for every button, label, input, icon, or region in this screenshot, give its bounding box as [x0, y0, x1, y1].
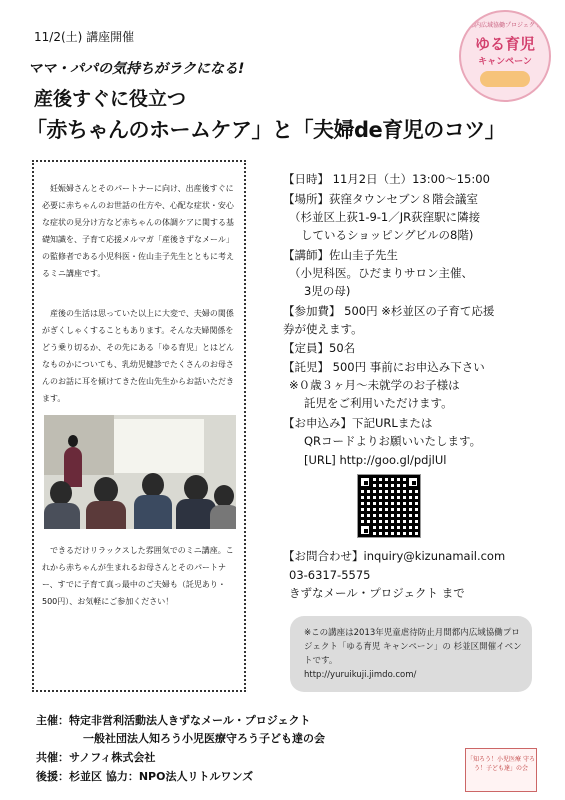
description-para-1: 妊娠婦さんとそのパートナーに向け、出産後すぐに必要に赤ちゃんのお世話の仕方や、心配な症状・安心な症状の見分け方など赤ちゃんの体調ケアに関する基礎知識を、子育て応援メルマガ「産後きずなメール」の監修者である小児科医・佐山圭子先生とともに考えるミニ講座です。 [42, 184, 234, 278]
info-childcare-note-2: 託児をご利用いただけます。 [304, 396, 453, 410]
info-childcare: 【託児】 500円 事前にお申込み下さい [283, 360, 485, 374]
description-para-3: できるだけリラックスした雰囲気でのミニ講座。これから赤ちゃんが生まれるお母さんとそのパートナー、すでに子育て真っ最中のご夫婦も（託児あり・500円）、お気軽にご参加ください！ [42, 546, 234, 606]
info-lecturer-detail-1: （小児科医。ひだまりサロン主催、 [289, 266, 473, 280]
title-line1: 産後すぐに役立つ [34, 88, 187, 110]
info-phone: 03-6317-5575 [289, 568, 371, 582]
tagline: ママ・パパの気持ちがラクになる! [28, 61, 245, 77]
footer-organizer: 主催：特定非営利活動法人きずなメール・プロジェクト [36, 714, 311, 727]
footer-organizer-2: 一般社団法人知ろう小児医療守ろう子ども達の会 [83, 732, 325, 745]
info-apply: 【お申込み】下記URLまたは [283, 416, 433, 430]
info-fee-2: 券が使えます。 [283, 322, 363, 336]
footer-cosponsor: 共催：サノフィ株式会社 [36, 751, 156, 764]
info-place: 【場所】荻窪タウンセブン８階会議室 [283, 192, 479, 206]
lecture-photo [44, 415, 236, 529]
campaign-note [290, 616, 532, 692]
info-org: きずなメール・プロジェクト まで [289, 586, 465, 600]
logo-sub-text: キャンペーン [478, 57, 532, 67]
info-url[interactable]: [URL] http://goo.gl/pdjlUl [304, 453, 447, 467]
logo-top-text: 都内広域協働プロジェクト [469, 22, 541, 29]
qr-code-icon[interactable] [357, 474, 421, 538]
info-place-detail-1: （杉並区上荻1-9-1／JR荻窪駅に隣接 [289, 210, 481, 224]
campaign-logo [459, 10, 551, 102]
info-capacity: 【定員】50名 [283, 341, 356, 355]
info-fee: 【参加費】 500円 ※杉並区の子育て応援 [283, 304, 495, 318]
note-text: ※この講座は2013年児童虐待防止月間都内広域協働プロジェクト「ゆる育児 キャンペーン」の 杉並区開催イベントです。 [304, 628, 522, 666]
footer-support: 後援：杉並区 協力：NPO法人リトルワンズ [36, 770, 254, 783]
info-contact: 【お問合わせ】inquiry@kizunamail.com [283, 549, 506, 563]
logo-main-text: ゆる育児 [474, 35, 535, 53]
info-lecturer: 【講師】佐山圭子先生 [283, 248, 398, 262]
title-line2: 「赤ちゃんのホームケア」と「夫婦de育児のコツ」 [26, 118, 506, 142]
info-datetime: 【日時】 11月2日（土）13:00～15:00 [283, 172, 490, 186]
info-apply-2: QRコードよりお願いいたします。 [304, 434, 482, 448]
description-para-2: 産後の生活は思っていた以上に大変で、夫婦の関係がぎくしゃくすることもあります。そんな夫婦関係をどう乗り切るか、その先にある「ゆる育児」とはどんなものかについても、乳幼児健診でたくさんのお母さんのお話に耳を傾けてきた佐山先生からお話いただきます。 [42, 309, 234, 403]
event-date: 11/2(土) 講座開催 [34, 30, 135, 44]
info-childcare-note-1: ※０歳３ヶ月～未就学のお子様は [289, 378, 460, 392]
note-url[interactable]: http://yuruikuji.jimdo.com/ [304, 670, 417, 680]
association-badge: 「知ろう！小児医療 守ろう！子ども達」の会 [465, 748, 537, 792]
info-place-detail-2: しているショッピングビルの8階) [301, 228, 474, 242]
info-lecturer-detail-2: 3児の母) [304, 284, 351, 298]
logo-illustration-icon [480, 71, 530, 87]
